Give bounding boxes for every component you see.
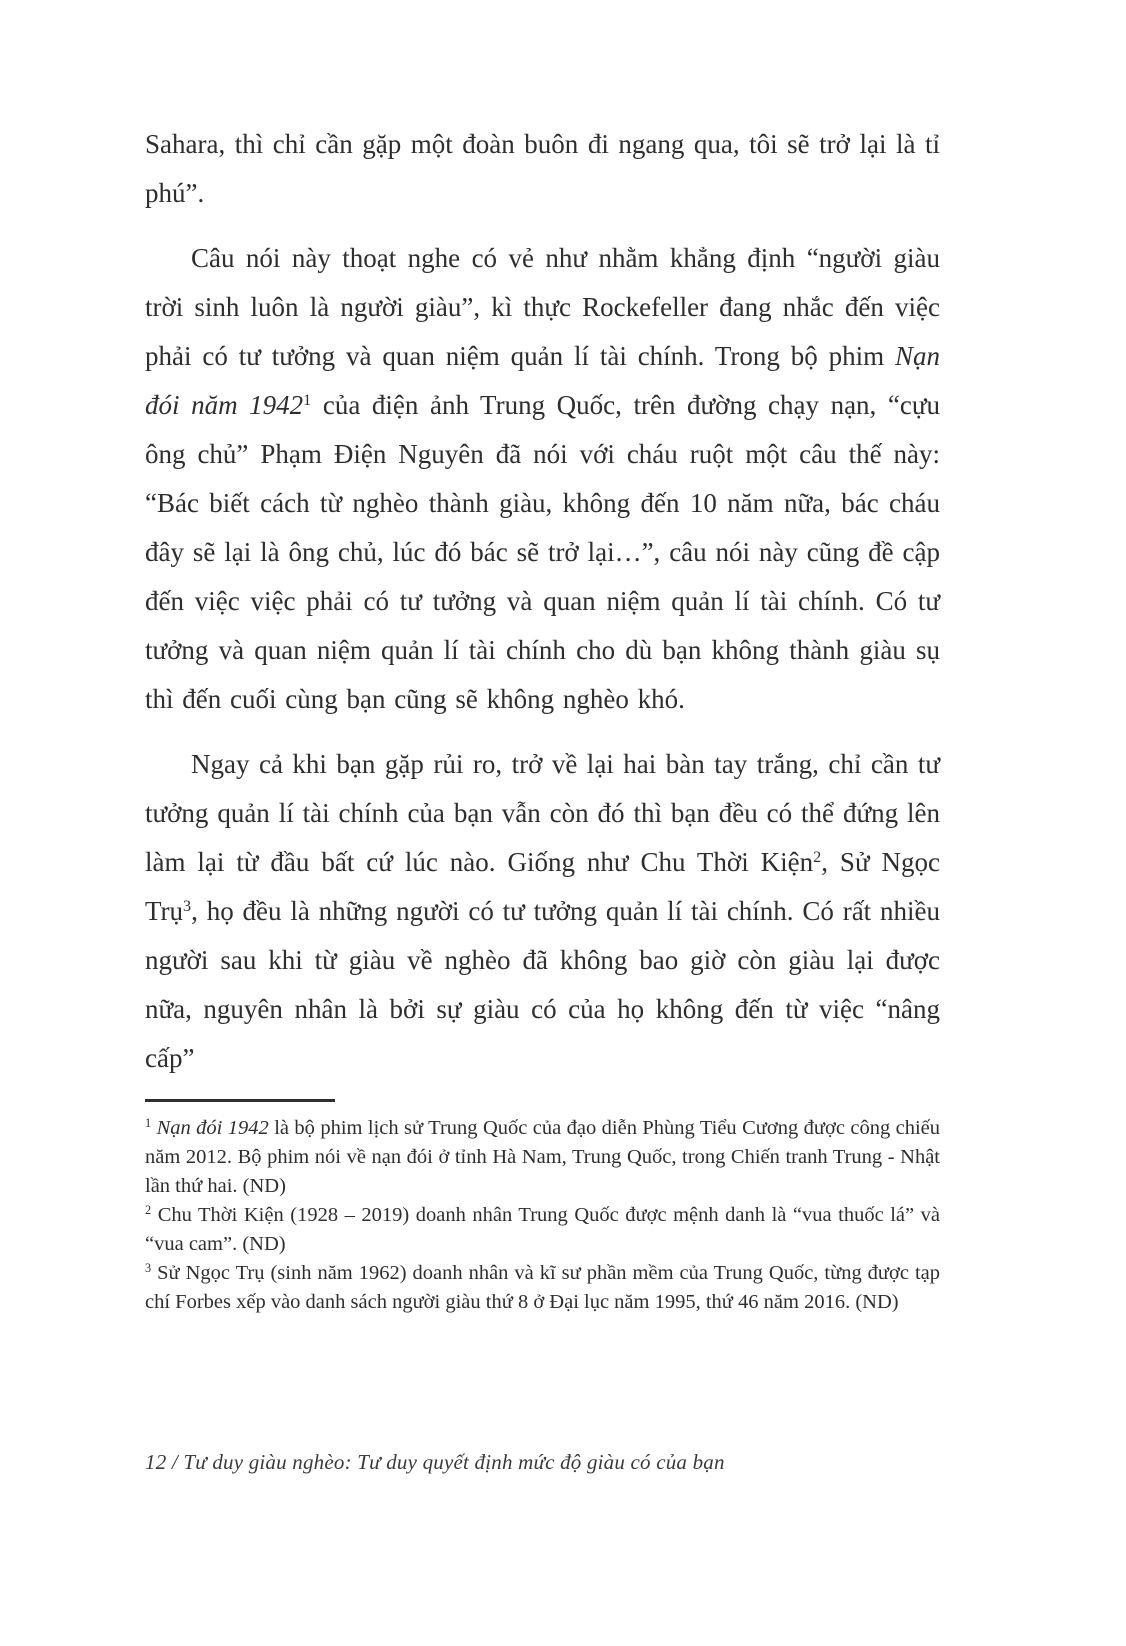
running-footer-text: 12 / Tư duy giàu nghèo: Tư duy quyết định mức độ giàu có của bạn xyxy=(145,1450,725,1474)
footnote-separator xyxy=(145,1099,335,1102)
page-footer xyxy=(145,1450,940,1475)
body-paragraph: Câu nói này thoạt nghe có vẻ như nhằm khẳng định “người giàu trời sinh luôn là người giàu”, kì thực Rockefeller đang nhắc đến việc phải có tư tưởng và quan niệm quản lí tài chính. Trong bộ phim Nạn đói năm 1942$^1$ của điện ảnh Trung Quốc, trên đường chạy nạn, “cựu ông chủ” Phạm Điện Nguyên đã nói với cháu ruột một câu thế này: “Bác biết cách từ nghèo thành giàu, không đến 10 năm nữa, bác cháu đây sẽ lại là ông chủ, lúc đó bác sẽ trở lại…”, câu nói này cũng đề cập đến việc việc phải có tư tưởng và quan niệm quản lí tài chính. Có tư tưởng và quan niệm quản lí tài chính cho dù bạn không thành giàu sụ thì đến cuối cùng bạn cũng sẽ không nghèo khó. xyxy=(145,243,940,714)
footnote: $^2$ Chu Thời Kiện (1928 – 2019) doanh nhân Trung Quốc được mệnh danh là “vua thuốc lá” và “vua cam”. (ND) xyxy=(145,1203,940,1255)
body-paragraph: Ngay cả khi bạn gặp rủi ro, trở về lại hai bàn tay trắng, chỉ cần tư tưởng quản lí tài chính của bạn vẫn còn đó thì bạn đều có thể đứng lên làm lại từ đầu bất cứ lúc nào. Giống như Chu Thời Kiện$^2$, Sử Ngọc Trụ$^3$, họ đều là những người có tư tưởng quản lí tài chính. Có rất nhiều người sau khi từ giàu về nghèo đã không bao giờ còn giàu lại được nữa, nguyên nhân là bởi sự giàu có của họ không đến từ việc “nâng cấp” xyxy=(145,749,941,1073)
body-paragraph: Sahara, thì chỉ cần gặp một đoàn buôn đi ngang qua, tôi sẽ trở lại là tỉ phú”. xyxy=(145,129,940,208)
footnote: $^1$ Nạn đói 1942 là bộ phim lịch sử Trung Quốc của đạo diễn Phùng Tiểu Cương được công chiếu năm 2012. Bộ phim nói về nạn đói ở tỉnh Hà Nam, Trung Quốc, trong Chiến tranh Trung - Nhật lần thứ hai. (ND) xyxy=(145,1116,940,1197)
footnote: $^3$ Sử Ngọc Trụ (sinh năm 1962) doanh nhân và kĩ sư phần mềm của Trung Quốc, từng được tạp chí Forbes xếp vào danh sách người giàu thứ 8 ở Đại lục năm 1995, thứ 46 năm 2016. (ND) xyxy=(145,1261,940,1313)
footnotes-section xyxy=(145,1114,940,1317)
page-body xyxy=(145,120,940,1083)
